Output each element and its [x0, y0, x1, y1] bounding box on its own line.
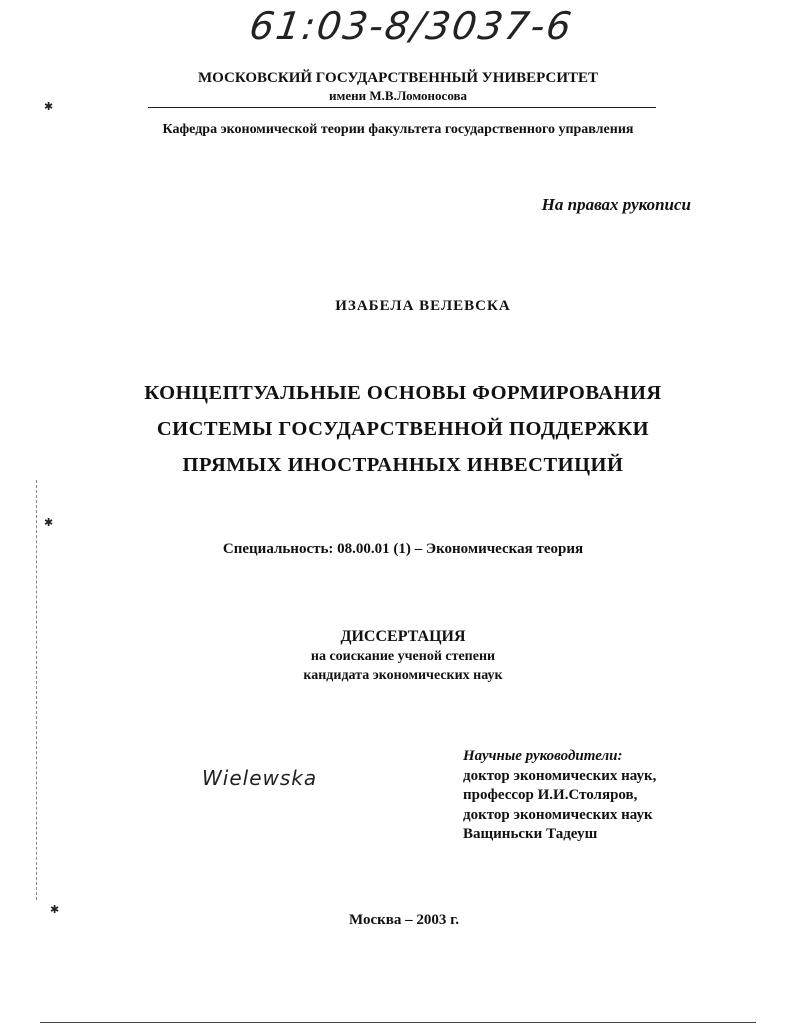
dissertation-label: ДИССЕРТАЦИЯ: [340, 628, 466, 645]
thesis-title: [0, 375, 796, 483]
scan-mark-icon: ✱: [50, 904, 60, 916]
archive-code: 61:03-8/3037-6: [246, 4, 576, 48]
scan-margin-line: [36, 480, 37, 900]
city-year: Москва – 2003 г.: [349, 912, 459, 928]
author-name: ИЗАБЕЛА ВЕЛЕВСКА: [335, 298, 511, 314]
scan-mark-icon: ✱: [44, 517, 54, 529]
supervisor-line: Ващиньски Тадеуш: [463, 826, 598, 842]
title-line: СИСТЕМЫ ГОСУДАРСТВЕННОЙ ПОДДЕРЖКИ: [156, 418, 650, 440]
supervisors-heading: Научные руководители:: [463, 748, 623, 764]
supervisor-line: доктор экономических наук: [463, 806, 653, 823]
specialty: Специальность: 08.00.01 (1) – Экономическая теория: [222, 541, 584, 557]
supervisors-block: [463, 747, 656, 845]
department: Кафедра экономической теории факультета государственного управления: [162, 122, 634, 137]
dissertation-degree-line1: на соискание ученой степени: [310, 649, 496, 664]
supervisor-line: доктор экономических наук,: [463, 767, 657, 784]
university-honorific: имени М.В.Ломоносова: [328, 88, 468, 103]
title-line: КОНЦЕПТУАЛЬНЫЕ ОСНОВЫ ФОРМИРОВАНИЯ: [144, 382, 662, 404]
university-name: МОСКОВСКИЙ ГОСУДАРСТВЕННЫЙ УНИВЕРСИТЕТ: [198, 70, 598, 86]
scan-bottom-edge: [40, 1022, 756, 1023]
header-rule: [148, 107, 656, 108]
dissertation-degree-line2: кандидата экономических наук: [303, 668, 503, 683]
supervisor-line: профессор И.И.Столяров,: [463, 787, 638, 803]
scan-mark-icon: ✱: [44, 101, 54, 113]
manuscript-note: На правах рукописи: [541, 195, 691, 214]
author-signature: Wielewska: [202, 766, 318, 790]
title-line: ПРЯМЫХ ИНОСТРАННЫХ ИНВЕСТИЦИЙ: [182, 454, 624, 476]
